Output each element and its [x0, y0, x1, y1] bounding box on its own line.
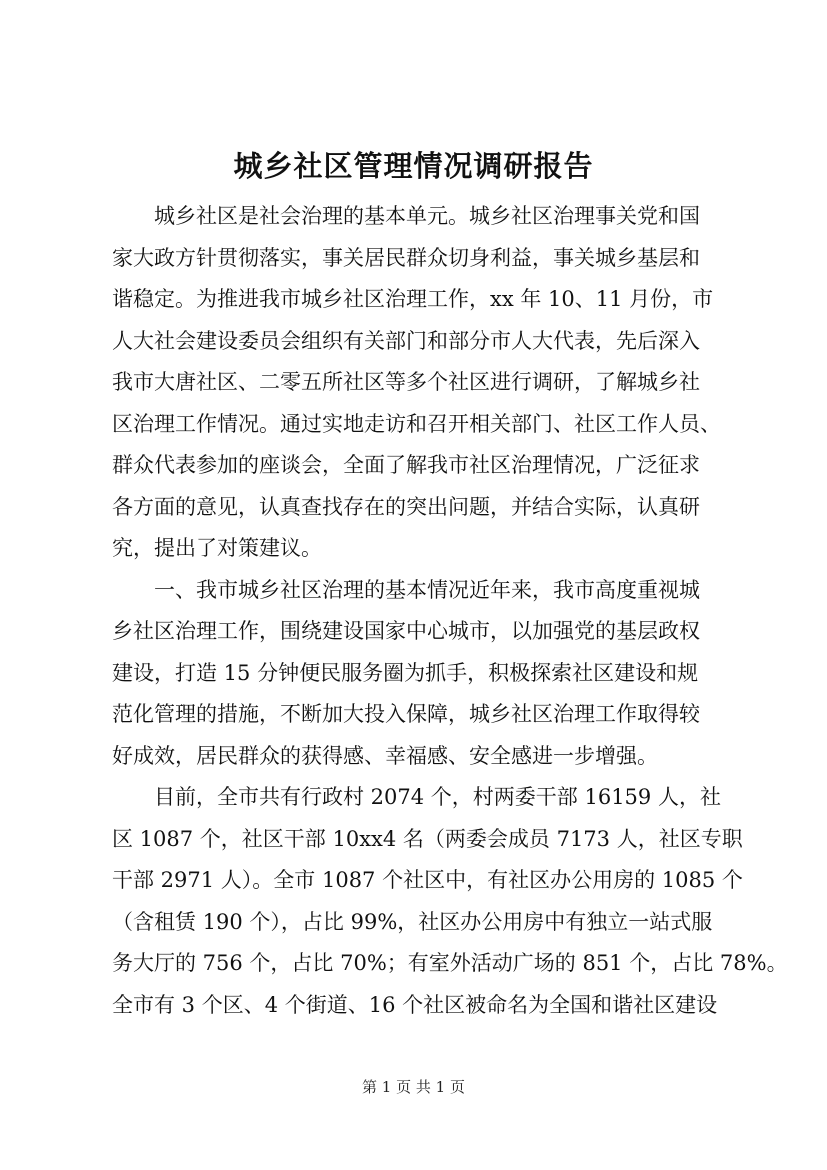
body-line: 一、我市城乡社区治理的基本情况近年来，我市高度重视城 [112, 577, 700, 602]
body-line: 全市有 3 个区、4 个街道、16 个社区被命名为全国和谐社区建设 [112, 992, 718, 1017]
body-line: 目前，全市共有行政村 2074 个，村两委干部 16159 人，社 [112, 785, 721, 809]
body-line: 好成效，居民群众的获得感、幸福感、安全感进一步增强。 [112, 743, 658, 768]
body-line: 区 1087 个，社区干部 10xx4 名（两委会成员 7173 人，社区专职 [112, 826, 743, 851]
body-line: 乡社区治理工作，围绕建设国家中心城市，以加强党的基层政权 [112, 619, 700, 643]
body-line: 人大社会建设委员会组织有关部门和部分市人大代表，先后深入 [112, 328, 700, 353]
body-line: 城乡社区是社会治理的基本单元。城乡社区治理事关党和国 [112, 204, 700, 228]
body-line: 我市大唐社区、二零五所社区等多个社区进行调研，了解城乡社 [112, 370, 700, 394]
body-line: （含租赁 190 个），占比 99%，社区办公用房中有独立一站式服 [112, 909, 713, 934]
page-footer: 第 1 页 共 1 页 [362, 1078, 465, 1096]
body-line: 家大政方针贯彻落实，事关居民群众切身利益，事关城乡基层和 [112, 245, 700, 270]
body-line: 范化管理的措施，不断加大投入保障，城乡社区治理工作取得较 [112, 702, 700, 726]
body-line: 群众代表参加的座谈会，全面了解我市社区治理情况，广泛征求 [112, 453, 700, 477]
body-line: 务大厅的 756 个，占比 70%；有室外活动广场的 851 个，占比 78%。 [112, 951, 788, 975]
body-line: 干部 2971 人）。全市 1087 个社区中，有社区办公用房的 1085 个 [112, 868, 743, 892]
body-line: 建设，打造 15 分钟便民服务圈为抓手，积极探索社区建设和规 [112, 660, 699, 685]
body-line: 区治理工作情况。通过实地走访和召开相关部门、社区工作人员、 [112, 411, 721, 436]
body-line: 究，提出了对策建议。 [112, 536, 322, 560]
body-line: 各方面的意见，认真查找存在的突出问题，并结合实际，认真研 [112, 494, 700, 519]
body-line: 谐稳定。为推进我市城乡社区治理工作，xx 年 10、11 月份，市 [112, 287, 714, 311]
document-body [112, 196, 788, 1026]
document-title: 城乡社区管理情况调研报告 [233, 149, 594, 183]
